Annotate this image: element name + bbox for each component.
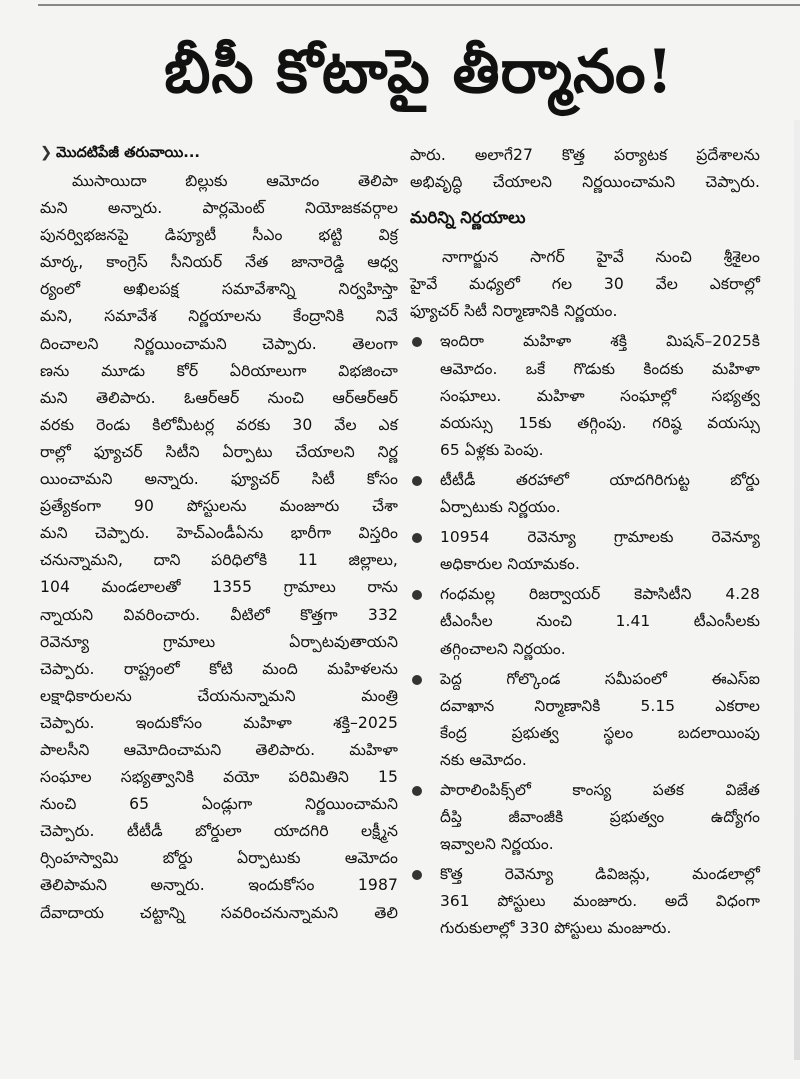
decision-list: [410, 328, 760, 942]
text-line: పారు. అలాగే27 కొత్త పర్యాటక ప్రదేశాలను: [410, 146, 760, 164]
text-line: నాగార్జున సాగర్ హైవే నుంచి శ్రీశైలం: [442, 248, 760, 267]
text-line: నకు ఆమోదం.: [440, 750, 527, 769]
decision-item: [410, 861, 760, 942]
subheading: మరిన్ని నిర్ణయాలు: [410, 208, 526, 228]
text-line: తెలిపామని అన్నారు. ఇందుకోసం 1987: [40, 876, 398, 895]
top-rule: [38, 4, 800, 6]
text-line: మని, సమావేశ నిర్ణయాలను కేంద్రానికి నివే: [40, 307, 398, 326]
text-line: తగ్గించాలని నిర్ణయం.: [440, 639, 566, 658]
text-line: 104 మండలాలతో 1355 గ్రామాలు రాను: [40, 578, 398, 597]
decision-item: [410, 666, 760, 774]
decision-item: [410, 581, 760, 662]
text-line: ఇవ్వాలని నిర్ణయం.: [440, 835, 554, 854]
text-line: పాలసీని ఆమోదించామని తెలిపారు. మహిళా: [40, 740, 398, 759]
text-line: మని అన్నారు. పార్లమెంట్ నియోజకవర్గాల: [40, 199, 398, 218]
bullet-dot-icon: [412, 675, 422, 685]
text-line: గంధమల్ల రిజర్వాయర్ కెపాసిటీని 4.28: [440, 585, 760, 604]
text-line: టీటీడీ తరహాలో యాదగిరిగుట్ట బోర్డు: [440, 470, 760, 489]
decision-item: [410, 777, 760, 858]
text-line: పారాలింపిక్స్‌లో కాంస్య పతక విజేత: [440, 780, 760, 799]
text-line: వరకు రెండు కిలోమీటర్ల వరకు 30 వేల ఎక: [40, 415, 398, 434]
text-line: 361 పోస్టులు మంజూరు. అదే విధంగా: [440, 892, 760, 911]
text-line: ఏర్పాటుకు నిర్ణయం.: [440, 498, 561, 517]
text-line: లక్షాధికారులను చేయనున్నామని మంత్రి: [40, 686, 398, 705]
text-line: రెవెన్యూ గ్రామాలు ఏర్పాటవుతాయని: [40, 632, 398, 651]
text-line: చనున్నామని, దాని పరిధిలోకి 11 జిల్లాలు,: [40, 551, 398, 570]
text-line: సంఘాల సభ్యత్వానికి వయో పరిమితిని 15: [40, 768, 398, 787]
text-line: పెద్ద గోల్కొండ సమీపంలో ఈఎస్ఐ: [440, 669, 760, 688]
text-line: ర్సింహస్వామి బోర్డు ఏర్పాటుకు ఆమోదం: [40, 849, 398, 868]
continuation-label: [40, 140, 398, 168]
decision-item: [410, 328, 760, 463]
text-line: ప్రత్యేకంగా 90 పోస్టులను మంజూరు చేశా: [40, 497, 398, 516]
decision-paragraph: [410, 244, 760, 325]
text-line: వయస్సు 15కు తగ్గింపు. గరిష్ఠ వయస్సు: [440, 413, 760, 432]
text-line: న్నాయని వివరించారు. వీటిలో కొత్తగా 332: [40, 605, 398, 624]
chevron-right-icon: ❯: [40, 144, 53, 161]
text-line: దవాఖాన నిర్మాణానికి 5.15 ఎకరాల: [440, 696, 760, 715]
continuation-text: మొదటిపేజీ తరువాయి...: [56, 144, 200, 161]
text-line: దీప్తి జీవాంజీకి ప్రభుత్వం ఉద్యోగం: [440, 808, 760, 827]
text-line: నుంచి 65 ఏండ్లుగా నిర్ణయించామని: [40, 795, 398, 814]
headline: బీసీ కోటాపై తీర్మానం!: [164, 37, 674, 107]
text-line: 10954 రెవెన్యూ గ్రామాలకు రెవెన్యూ: [440, 528, 760, 547]
text-line: సంఘాలు. మహిళా సంఘాల్లో సభ్యత్వ: [440, 386, 760, 405]
text-line: అధికారుల నియామకం.: [440, 555, 580, 574]
column-right-intro: [410, 142, 760, 196]
text-line: ఆమోదం. ఒకే గొడుకు కిందకు మహిళా: [440, 359, 760, 378]
text-line: చెప్పారు. టీటీడీ బోర్డులా యాదగిరి లక్ష్మీన: [40, 822, 398, 841]
text-line: యించామని అన్నారు. ఫ్యూచర్ సిటీ కోసం: [40, 470, 398, 489]
text-line: హైవే మధ్యలో గల 30 వేల ఎకరాల్లో: [410, 275, 760, 294]
bullet-dot-icon: [412, 590, 422, 600]
page-edge: [794, 120, 800, 1060]
text-line: రాల్లో ఫ్యూచర్ సిటీని ఏర్పాటు చేయాలని నిర్ణ: [40, 442, 398, 461]
text-line: కొత్త రెవెన్యూ డివిజన్లు, మండలాల్లో: [440, 865, 760, 884]
text-line: కేంద్ర ప్రభుత్వ స్థలం బదలాయింపు: [440, 723, 760, 742]
column-left-body: [40, 168, 398, 927]
text-line: ణను మూడు కోర్ ఏరియాలుగా విభజించా: [40, 361, 398, 380]
decision-item: [410, 524, 760, 578]
text-line: చెప్పారు. ఇందుకోసం మహిళా శక్తి–2025: [40, 713, 398, 732]
text-line: దించాలని నిర్ణయించామని చెప్పారు. తెలంగా: [40, 334, 398, 353]
text-line: ర్యంలో అఖిలపక్ష సమావేశాన్ని నిర్వహిస్తా: [40, 280, 398, 299]
decision-item: [410, 467, 760, 521]
bullet-dot-icon: [412, 337, 422, 347]
text-line: టీఎంసీల నుంచి 1.41 టీఎంసీలకు: [440, 612, 760, 631]
text-line: అభివృద్ధి చేయాలని నిర్ణయించామని చెప్పారు.: [410, 173, 760, 192]
text-line: మని తెలిపారు. ఓఆర్ఆర్ నుంచి ఆర్ఆర్ఆర్: [40, 388, 398, 407]
text-line: మార్క, కాంగ్రెస్ సీనియర్ నేత జానారెడ్డి ఆధ్వ: [40, 253, 398, 272]
column-right: [410, 142, 760, 943]
text-line: ఫ్యూచర్ సిటీ నిర్మాణానికి నిర్ణయం.: [410, 302, 618, 321]
text-line: చెప్పారు. రాష్ట్రంలో కోటి మంది మహిళలను: [40, 659, 398, 678]
bullet-dot-icon: [412, 786, 422, 796]
text-line: ఇందిరా మహిళా శక్తి మిషన్–2025కి: [440, 332, 760, 351]
text-line: పునర్విభజనపై డిప్యూటీ సీఎం భట్టి విక్ర: [40, 226, 398, 245]
column-left: [40, 140, 398, 927]
text-line: గురుకులాల్లో 330 పోస్టులు మంజూరు.: [440, 919, 672, 938]
text-line: 65 ఏళ్లకు పెంపు.: [440, 440, 544, 459]
text-line: దేవాదాయ చట్టాన్ని సవరించనున్నామని తెలి: [40, 903, 398, 922]
text-line: ముసాయిదా బిల్లుకు ఆమోదం తెలిపా: [72, 172, 398, 190]
bullet-dot-icon: [412, 870, 422, 880]
bullet-dot-icon: [412, 476, 422, 486]
bullet-dot-icon: [412, 533, 422, 543]
text-line: మని చెప్పారు. హెచ్ఎండీఏను భారీగా విస్తరిం: [40, 524, 398, 543]
